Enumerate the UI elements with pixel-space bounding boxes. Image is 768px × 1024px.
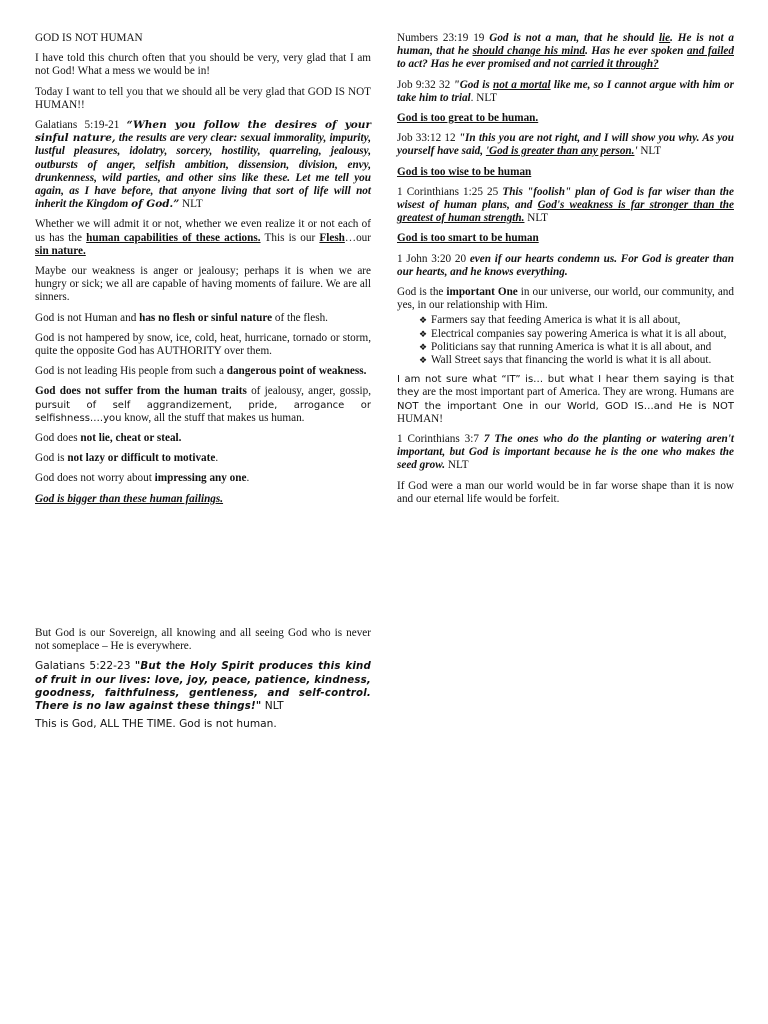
section-heading: God is too great to be human. xyxy=(397,112,539,125)
diamond-bullet-icon: ❖ xyxy=(419,341,428,352)
scripture-quote: and failed xyxy=(686,45,734,58)
emphasis-text: not lazy or difficult to motivate xyxy=(67,452,216,465)
scripture-quote: God is not a man, that he should xyxy=(489,32,659,44)
list-item xyxy=(419,354,734,367)
diamond-bullet-icon: ❖ xyxy=(419,328,428,339)
emphasis-text: God does not suffer from the human traits xyxy=(35,385,247,398)
text-span: God is xyxy=(35,452,68,465)
scripture-reference: 1 John 3:20 20 xyxy=(397,252,470,265)
job-9-32-paragraph xyxy=(397,79,734,105)
right-column xyxy=(397,32,734,513)
scripture-reference: Job 33:12 12 xyxy=(397,132,459,145)
text-span: This is our xyxy=(260,231,320,244)
galatians-5-22-paragraph xyxy=(35,660,371,713)
emphasis-text: human capabilities of these actions. xyxy=(86,231,261,244)
scripture-reference: Numbers 23:19 19 xyxy=(397,32,490,44)
too-smart-heading xyxy=(397,232,734,245)
text-span: know, all the stuff that makes us human. xyxy=(121,411,305,424)
emphasis-text: dangerous point of weakness. xyxy=(226,365,367,378)
section-heading: God is too wise to be human xyxy=(397,165,532,178)
scripture-quote: ' xyxy=(634,145,638,158)
translation-label: NLT xyxy=(261,700,284,713)
not-worry-paragraph xyxy=(35,472,371,485)
scripture-quote: lie xyxy=(658,32,671,44)
scripture-quote: 7 The ones who do the planting or watering aren't important, but God is important because he is the one who makes the seed grow. xyxy=(397,433,734,472)
list-item-text: Politicians say that running America is what it is all about, and xyxy=(431,340,712,353)
today-paragraph: Today I want to tell you that we should all be very glad that GOD IS NOT HUMAN!! xyxy=(35,85,371,111)
text-span: are the most important part of America. They are wrong. Humans are xyxy=(419,386,734,399)
list-item xyxy=(419,314,734,327)
bigger-than-failings-paragraph xyxy=(35,493,371,506)
text-span: Whether we will admit it or not, whether we even realize it or not each of us has the xyxy=(35,218,371,244)
translation-label: NLT xyxy=(445,459,469,472)
claims-bullet-list xyxy=(397,314,734,367)
text-span: NOT the important One in our World, GOD IS…and He is NOT xyxy=(397,400,734,412)
intro-paragraph: I have told this church often that you should be very, very glad that I am not God! What a mess we would be in! xyxy=(35,52,371,78)
scripture-reference: Galatians 5:22-23 xyxy=(35,660,135,673)
section-heading: God is too smart to be human xyxy=(397,232,539,245)
scripture-quote: 'God is greater than any person. xyxy=(485,145,635,158)
text-span: of the flesh. xyxy=(272,311,328,324)
scripture-quote: . He is not a human, that he xyxy=(397,32,734,58)
human-capabilities-paragraph xyxy=(35,218,371,258)
scripture-quote: the results are very clear: sexual immorality, impurity, lustful pleasures, idolatry, sorcery, hostility, quarreling, jealousy, outbursts of anger, selfish ambition, dissension, division, envy, drunkenness, wild parties, and other sins like these. Let me tell you again, as I have before, that anyone living that sort of life will not inherit the Kingdom xyxy=(35,132,371,211)
scripture-quote: to act? Has he ever promised and not xyxy=(397,58,572,71)
no-flesh-paragraph xyxy=(35,312,371,325)
text-span: God does xyxy=(35,432,81,445)
scripture-quote: like me, so I cannot argue with him or take him to trial xyxy=(397,78,734,104)
corinthians-1-25-paragraph xyxy=(397,186,734,226)
not-lie-paragraph xyxy=(35,432,371,445)
john-3-20-paragraph xyxy=(397,253,734,279)
too-great-heading xyxy=(397,112,734,125)
scripture-quote: not a mortal xyxy=(493,78,551,91)
scripture-quote-end: of God.” xyxy=(131,198,180,211)
closing-line: This is God, ALL THE TIME. God is not human. xyxy=(35,718,277,731)
translation-label: . NLT xyxy=(470,91,497,104)
galatians-5-19-paragraph xyxy=(35,119,371,211)
translation-label: NLT xyxy=(524,212,548,225)
translation-label: NLT xyxy=(637,145,662,158)
diamond-bullet-icon: ❖ xyxy=(419,315,428,326)
scripture-reference: 1 Corinthians 1:25 25 xyxy=(397,185,503,198)
text-span: HUMAN! xyxy=(397,412,443,425)
emphasis-text: God is bigger than these human failings. xyxy=(35,492,224,505)
text-span: of jealousy, anger, gossip, xyxy=(246,385,371,398)
scripture-quote: . Has he ever spoken xyxy=(585,45,687,58)
not-leading-paragraph xyxy=(35,365,371,378)
left-column xyxy=(35,32,371,513)
scripture-reference: 1 Corinthians 3:7 xyxy=(397,433,484,446)
scripture-quote: This "foolish" plan of God is far wiser than the wisest of human plans, and xyxy=(397,185,734,212)
scripture-quote: even if our hearts condemn us. For God is greater than our hearts, and he knows everything. xyxy=(397,252,734,278)
if-god-were-man-paragraph: If God were a man our world would be in far worse shape than it is now and our eternal life would be forfeit. xyxy=(397,479,734,505)
scripture-quote: should change his mind xyxy=(472,45,586,58)
human-traits-paragraph xyxy=(35,385,371,425)
scripture-quote: "In this you are not right, and I will show you why. As you yourself have said, xyxy=(397,132,734,158)
document-title: GOD IS NOT HUMAN xyxy=(35,32,143,44)
emphasis-text: has no flesh or sinful nature xyxy=(139,311,273,324)
text-span: . xyxy=(215,452,219,465)
scripture-quote: "God is xyxy=(453,78,493,91)
scripture-quote: carried it through? xyxy=(571,58,659,71)
authority-paragraph: God is not hampered by snow, ice, cold, heat, hurricane, tornado or storm, quite the opposite God has AUTHORITY over them. xyxy=(35,331,371,358)
scripture-reference: Galatians 5:19-21 xyxy=(35,119,127,132)
scripture-quote: God's weakness is far stronger than the greatest of human strength. xyxy=(397,199,734,225)
text-span: in our universe, our world, our community, and yes, in our relationship with Him. xyxy=(397,286,734,312)
text-span: I am not sure what “IT” is… but what I hear them saying is that they xyxy=(397,374,734,399)
emphasis-text: important One xyxy=(446,286,518,299)
translation-label: NLT xyxy=(179,198,203,211)
list-item xyxy=(419,341,734,354)
list-item-text: Electrical companies say powering America is what it is all about, xyxy=(431,327,727,340)
closing-section xyxy=(35,627,371,738)
list-item xyxy=(419,328,734,341)
scripture-quote: "But the Holy Spirit produces this kind of fruit in our lives: love, joy, peace, patience, kindness, goodness, faithfulness, gentleness, and self-control. There is no law against these things!" xyxy=(35,661,371,713)
text-span: pursuit of self aggrandizement, pride, arrogance or selfishness….you xyxy=(35,399,371,424)
text-span: . xyxy=(246,472,250,485)
too-wise-heading xyxy=(397,166,734,179)
weakness-paragraph: Maybe our weakness is anger or jealousy; perhaps it is when we are hungry or sick; we all are capable of having moments of failure. We are all sinners. xyxy=(35,265,371,304)
text-span: God is not Human and xyxy=(35,311,140,324)
list-item-text: Farmers say that feeding America is what it is all about, xyxy=(431,314,681,327)
numbers-23-19-paragraph xyxy=(397,32,734,72)
text-span: …our xyxy=(344,231,371,244)
scripture-quote-start: “When you follow the desires of your sinful nature, xyxy=(35,119,371,145)
job-33-12-paragraph xyxy=(397,132,734,158)
scripture-reference: Job 9:32 32 xyxy=(397,78,454,91)
not-sure-paragraph xyxy=(397,373,734,426)
important-one-paragraph xyxy=(397,286,734,312)
emphasis-text: not lie, cheat or steal. xyxy=(80,432,182,445)
text-span: God is not leading His people from such a xyxy=(35,365,227,378)
corinthians-3-7-paragraph xyxy=(397,433,734,473)
text-span: God does not worry about xyxy=(35,472,155,485)
emphasis-text: Flesh xyxy=(319,231,345,244)
sovereign-paragraph: But God is our Sovereign, all knowing and all seeing God who is never not someplace – He is everywhere. xyxy=(35,627,371,653)
emphasis-text: sin nature. xyxy=(35,244,86,257)
not-lazy-paragraph xyxy=(35,452,371,465)
text-span: God is the xyxy=(397,286,447,299)
emphasis-text: impressing any one xyxy=(154,472,247,485)
diamond-bullet-icon: ❖ xyxy=(419,355,428,366)
list-item-text: Wall Street says that financing the world is what it is all about. xyxy=(431,354,712,367)
